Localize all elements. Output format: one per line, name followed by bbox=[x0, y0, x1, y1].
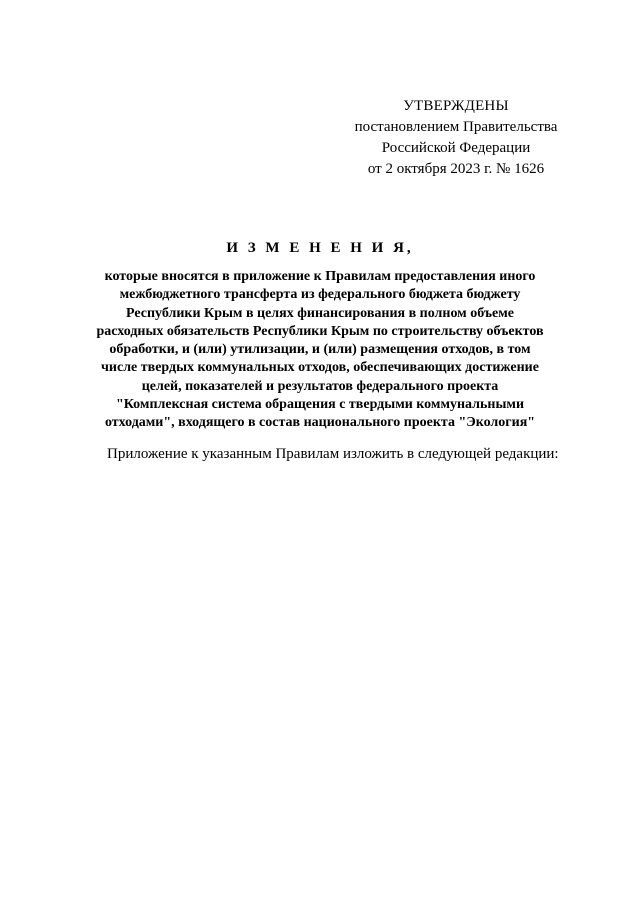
subtitle-line: Республики Крым в целях финансирования в полном объеме bbox=[125, 305, 514, 321]
subtitle-line: расходных обязательств Республики Крым по строительству объектов bbox=[96, 323, 544, 339]
approval-block bbox=[340, 96, 572, 180]
subtitle-line: целей, показателей и результатов федерального проекта bbox=[141, 378, 499, 394]
document-subtitle bbox=[66, 268, 574, 433]
document-heading: И З М Е Н Е Н И Я, bbox=[226, 240, 414, 256]
approval-line-date-number: от 2 октября 2023 г. № 1626 bbox=[367, 161, 545, 177]
approval-line-decree: постановлением Правительства bbox=[354, 119, 558, 135]
body-paragraph: Приложение к указанным Правилам изложить в следующей редакции: bbox=[107, 446, 559, 462]
subtitle-line: межбюджетного трансферта из федерального бюджета бюджету bbox=[119, 287, 521, 303]
subtitle-line: обработки, и (или) утилизации, и (или) размещения отходов, в том bbox=[109, 342, 531, 358]
subtitle-line: отходами", входящего в состав национального проекта "Экология" bbox=[104, 415, 536, 431]
subtitle-line: "Комплексная система обращения с твердыми коммунальными bbox=[115, 397, 525, 413]
approval-title: УТВЕРЖДЕНЫ bbox=[403, 98, 509, 114]
approval-line-government: Российской Федерации bbox=[381, 140, 531, 156]
subtitle-line: которые вносятся в приложение к Правилам предоставления иного bbox=[104, 269, 536, 284]
subtitle-line: числе твердых коммунальных отходов, обеспечивающих достижение bbox=[101, 360, 539, 376]
